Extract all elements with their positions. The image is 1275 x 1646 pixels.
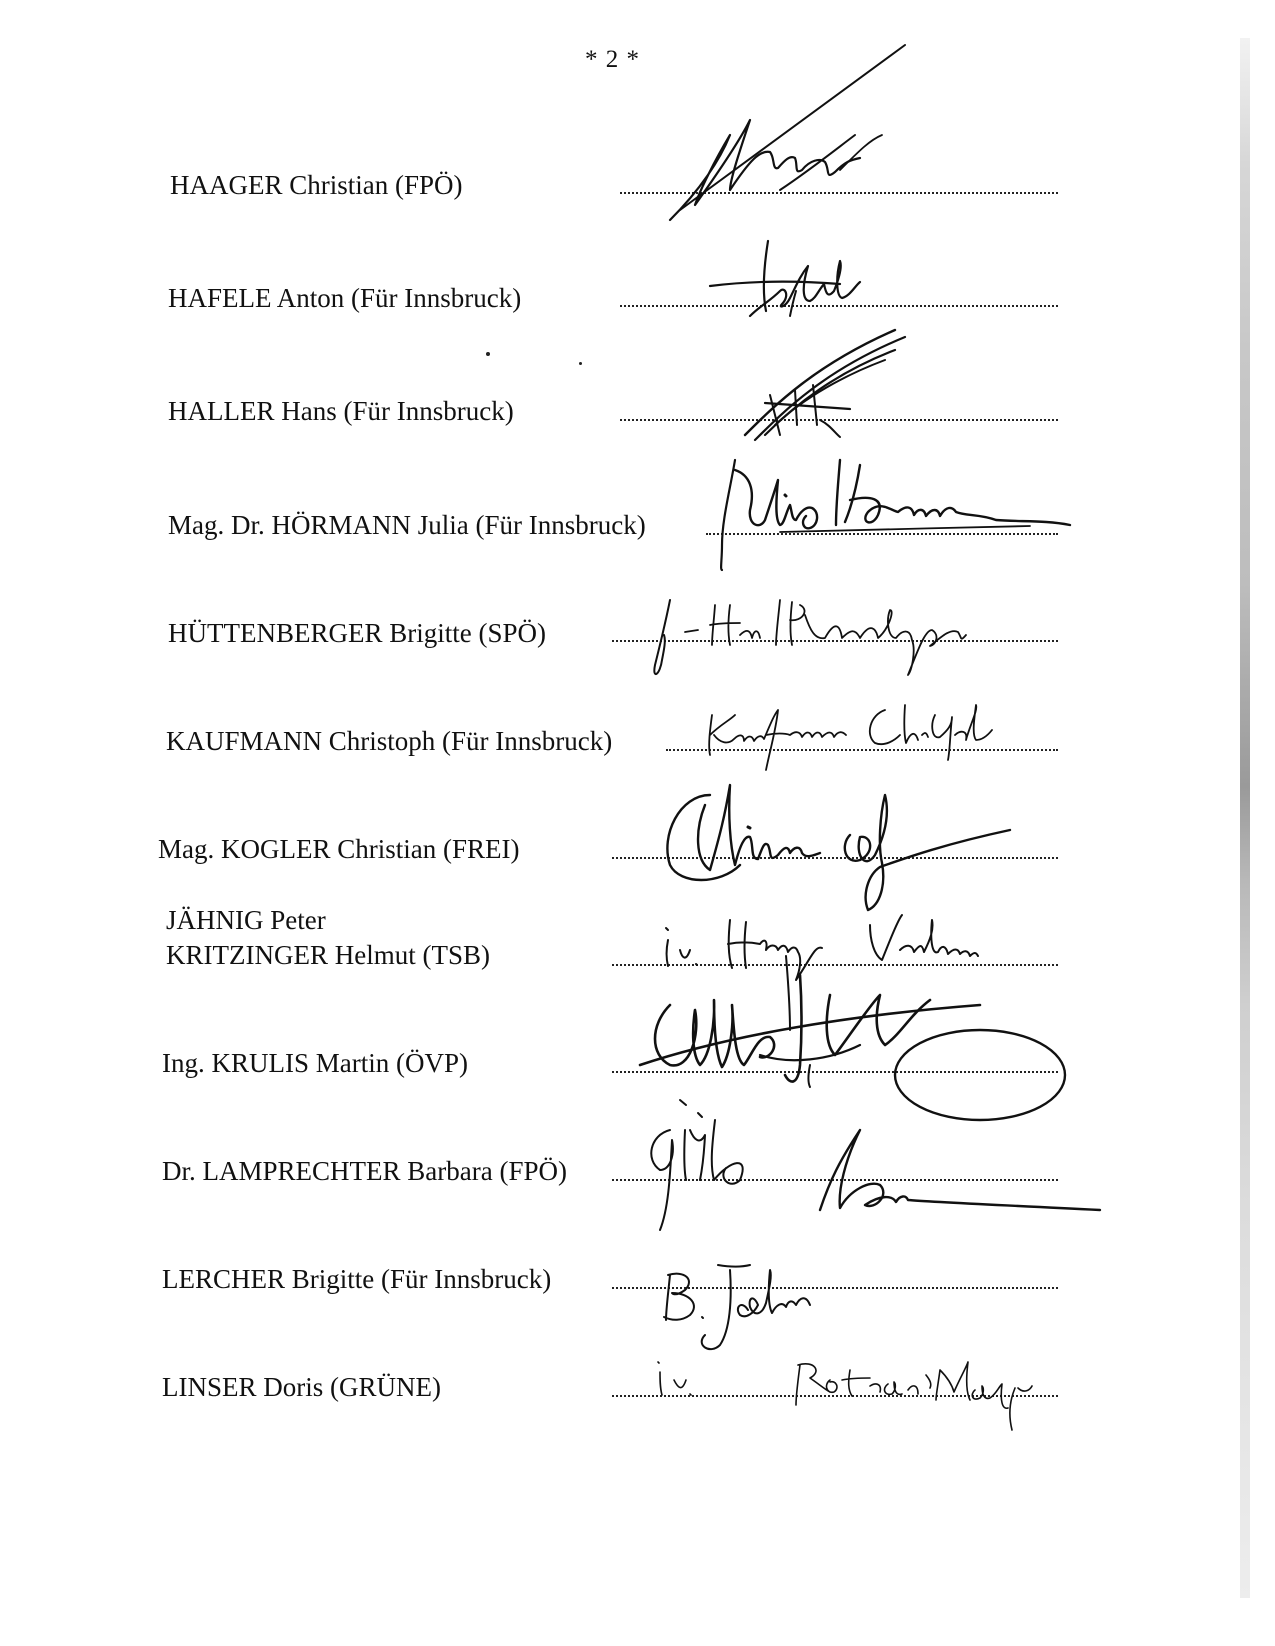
scan-speck (486, 352, 490, 356)
handwritten-signature (700, 450, 1080, 580)
scan-edge-shadow (1240, 38, 1250, 1598)
signatory-name: Ing. KRULIS Martin (ÖVP) (162, 1048, 468, 1078)
signatory-name: KAUFMANN Christoph (Für Innsbruck) (166, 726, 613, 756)
signatory-name: LERCHER Brigitte (Für Innsbruck) (162, 1264, 552, 1294)
scan-speck (579, 362, 582, 365)
signatory-name-line1: JÄHNIG Peter (166, 905, 326, 935)
handwritten-signature (735, 325, 925, 455)
handwritten-signature (660, 40, 920, 240)
signatory-name: LINSER Doris (GRÜNE) (162, 1372, 441, 1402)
signatory-name: HÜTTENBERGER Brigitte (SPÖ) (168, 618, 546, 648)
signatory-name: Mag. KOGLER Christian (FREI) (158, 834, 520, 864)
signatory-name-line2: KRITZINGER Helmut (TSB) (166, 940, 490, 970)
handwritten-signature (640, 590, 1030, 690)
page-number: * 2 * (585, 46, 640, 73)
handwritten-signature (630, 1100, 1150, 1270)
signatory-name: Dr. LAMPRECHTER Barbara (FPÖ) (162, 1156, 567, 1186)
signatory-name: HALLER Hans (Für Innsbruck) (168, 396, 514, 426)
handwritten-signature (650, 1255, 890, 1365)
signatory-name: Mag. Dr. HÖRMANN Julia (Für Innsbruck) (168, 510, 646, 540)
signatory-name: HAFELE Anton (Für Innsbruck) (168, 283, 522, 313)
signatory-name: HAAGER Christian (FPÖ) (170, 170, 463, 200)
handwritten-signature (630, 1350, 1150, 1460)
